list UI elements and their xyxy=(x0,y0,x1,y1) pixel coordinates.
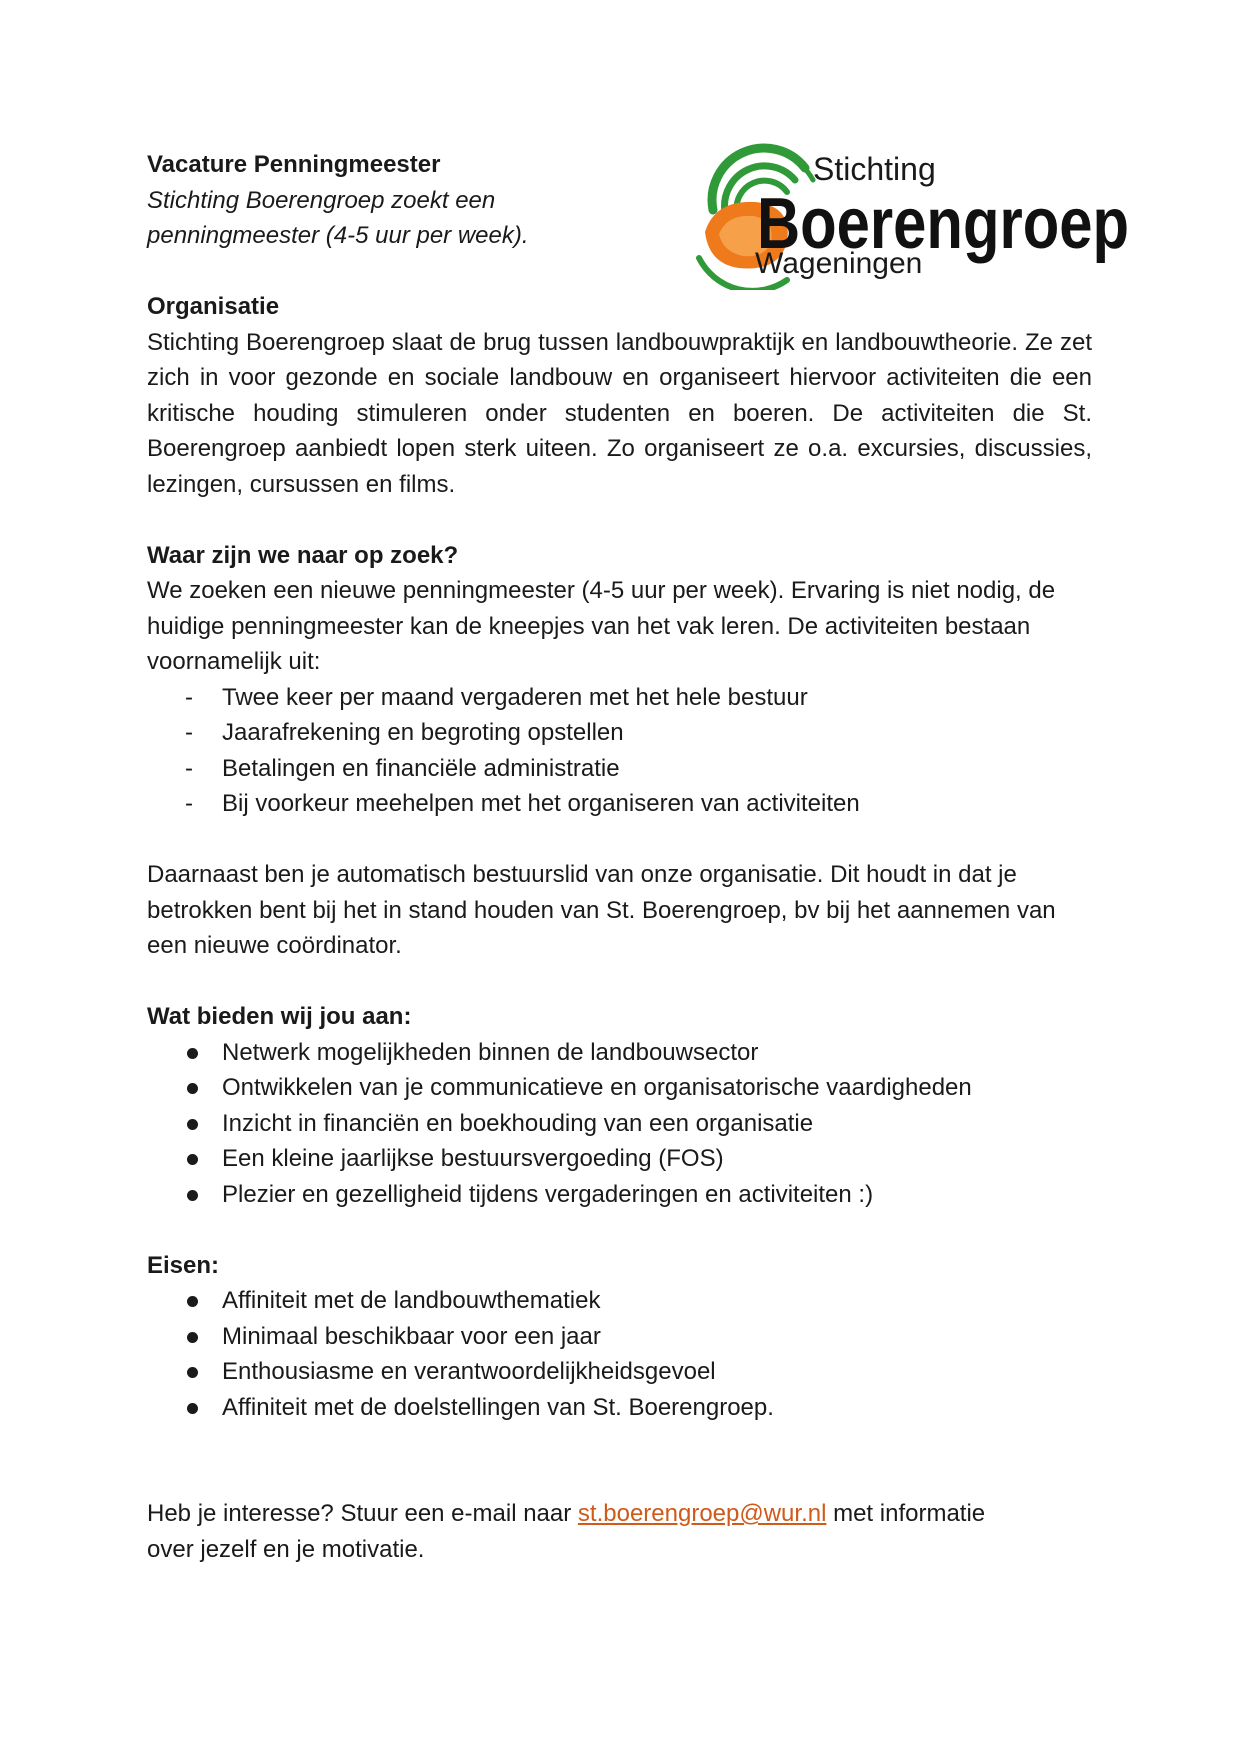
contact-line-1 xyxy=(147,1496,1092,1532)
list-item xyxy=(147,1106,1092,1142)
list-item-text: Betalingen en financiële administratie xyxy=(222,754,620,782)
section-organisatie xyxy=(147,289,1092,502)
list-item xyxy=(147,680,1092,716)
list-item-text: Bij voorkeur meehelpen met het organiseren van activiteiten xyxy=(222,790,860,817)
list-item xyxy=(147,1354,1092,1390)
list-item xyxy=(147,1177,1092,1213)
header-block xyxy=(147,147,687,254)
document-content xyxy=(147,147,1092,1567)
list-item-text: Twee keer per maand vergaderen met het hele bestuur xyxy=(222,683,808,711)
list-item-text: Enthousiasme en verantwoordelijkheidsgevoel xyxy=(222,1358,716,1385)
zoek-heading: Waar zijn we naar op zoek? xyxy=(147,541,459,569)
dash-marker: - xyxy=(185,683,193,711)
bullet-icon xyxy=(187,1083,198,1094)
page-title: Vacature Penningmeester xyxy=(147,151,441,178)
spacer xyxy=(147,822,1092,858)
list-item-text: Affiniteit met de landbouwthematiek xyxy=(222,1287,601,1314)
logo-text-wageningen: Wageningen xyxy=(755,247,923,280)
bullet-icon xyxy=(187,1403,198,1414)
spacer xyxy=(147,254,1092,290)
subtitle-line-2: penningmeester (4-5 uur per week). xyxy=(147,222,529,249)
bieden-list xyxy=(147,1035,1092,1213)
dash-marker: - xyxy=(185,790,193,817)
eisen-list xyxy=(147,1283,1092,1425)
list-item-text: Inzicht in financiën en boekhouding van een organisatie xyxy=(222,1109,814,1137)
list-item xyxy=(147,1070,1092,1106)
list-item xyxy=(147,715,1092,751)
list-item-text: Jaarafrekening en begroting opstellen xyxy=(222,719,624,746)
list-item xyxy=(147,751,1092,787)
zoek-body: We zoeken een nieuwe penningmeester (4-5 uur per week). Ervaring is niet nodig, de huidige penningmeester kan de kneepjes van het vak leren. De activiteiten bestaan voornamelijk uit: xyxy=(147,577,1056,675)
bullet-icon xyxy=(187,1367,198,1378)
eisen-heading: Eisen: xyxy=(147,1251,220,1279)
contact-line-2: over jezelf en je motivatie. xyxy=(147,1535,425,1563)
section-contact xyxy=(147,1496,1092,1567)
bullet-icon xyxy=(187,1332,198,1343)
list-item xyxy=(147,786,1092,822)
contact-text-before: Heb je interesse? Stuur een e-mail naar xyxy=(147,1500,578,1527)
logo-text-boerengroep: Boerengroep xyxy=(757,184,1129,264)
section-zoek xyxy=(147,538,1092,822)
dash-marker: - xyxy=(185,754,193,782)
list-item xyxy=(147,1390,1092,1426)
list-item xyxy=(147,1035,1092,1071)
contact-text-after: met informatie xyxy=(826,1500,986,1527)
spacer xyxy=(147,502,1092,538)
zoek-list xyxy=(147,680,1092,822)
organisatie-heading: Organisatie xyxy=(147,293,280,320)
list-item-text: Affiniteit met de doelstellingen van St. Boerengroep. xyxy=(222,1393,774,1421)
bullet-icon xyxy=(187,1154,198,1165)
bullet-icon xyxy=(187,1190,198,1201)
bullet-icon xyxy=(187,1119,198,1130)
organisatie-body: Stichting Boerengroep slaat de brug tussen landbouwpraktijk en landbouwtheorie. Ze zet zich in voor gezonde en sociale landbouw en organiseert hiervoor activiteiten die een kritische houding stimuleren onder studenten en boeren. De activiteiten die St. Boerengroep aanbiedt lopen sterk uiteen. Zo organiseert ze o.a. excursies, discussies, lezingen, cursussen en films. xyxy=(147,328,1092,498)
spacer xyxy=(147,964,1092,1000)
section-bieden xyxy=(147,999,1092,1212)
list-item xyxy=(147,1319,1092,1355)
section-daarnaast xyxy=(147,857,1092,964)
spacer xyxy=(147,1425,1092,1496)
list-item xyxy=(147,1283,1092,1319)
daarnaast-body: Daarnaast ben je automatisch bestuurslid van onze organisatie. Dit houdt in dat je betrokken bent bij het in stand houden van St. Boerengroep, bv bij het aannemen van een nieuwe coördinator. xyxy=(147,861,1056,959)
bullet-icon xyxy=(187,1048,198,1059)
list-item-text: Minimaal beschikbaar voor een jaar xyxy=(222,1322,601,1350)
bieden-heading: Wat bieden wij jou aan: xyxy=(147,1003,412,1030)
list-item-text: Ontwikkelen van je communicatieve en organisatorische vaardigheden xyxy=(222,1074,972,1101)
dash-marker: - xyxy=(185,719,193,746)
list-item-text: Een kleine jaarlijkse bestuursvergoeding (FOS) xyxy=(222,1145,724,1172)
list-item-text: Netwerk mogelijkheden binnen de landbouwsector xyxy=(222,1038,759,1066)
bullet-icon xyxy=(187,1296,198,1307)
email-link[interactable]: st.boerengroep@wur.nl xyxy=(577,1500,827,1527)
logo-text-stichting: Stichting xyxy=(813,151,936,187)
list-item-text: Plezier en gezelligheid tijdens vergaderingen en activiteiten :) xyxy=(222,1180,874,1208)
spacer xyxy=(147,1212,1092,1248)
subtitle-line-1: Stichting Boerengroep zoekt een xyxy=(147,186,496,214)
section-eisen xyxy=(147,1248,1092,1426)
list-item xyxy=(147,1141,1092,1177)
